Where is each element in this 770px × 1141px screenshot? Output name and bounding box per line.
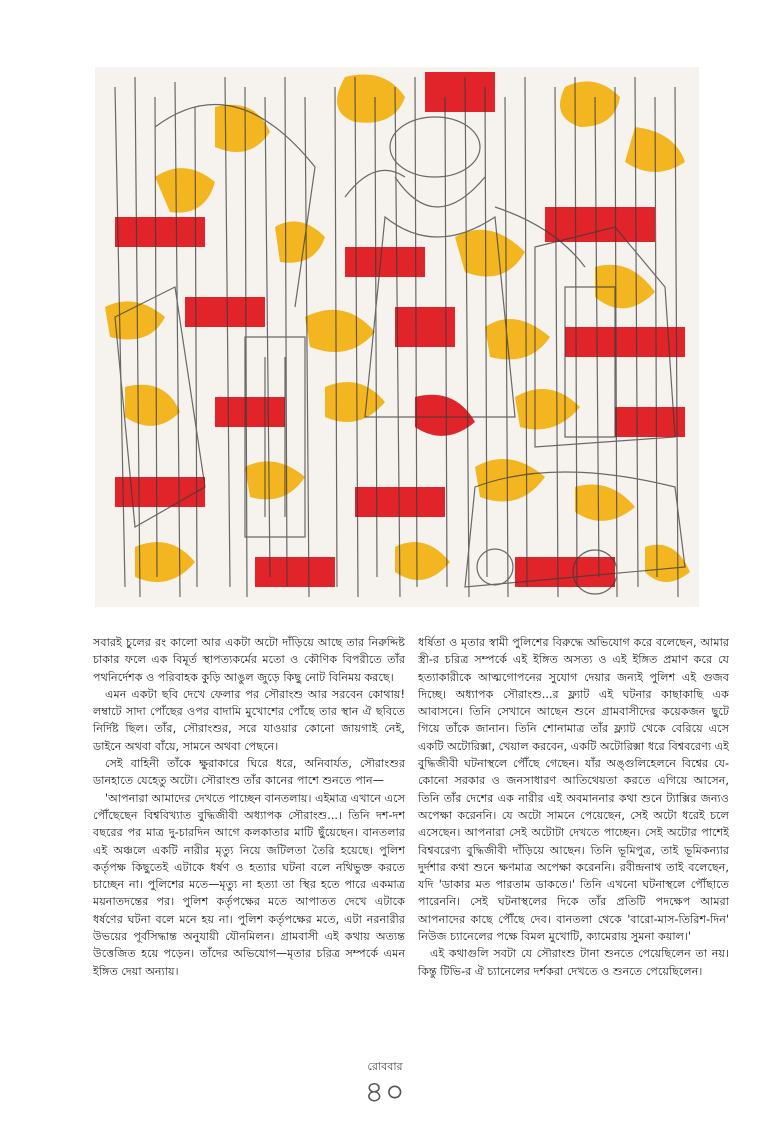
publication-name: রোববার <box>367 1060 403 1073</box>
paragraph: ধর্ষিতা ও মৃতার স্বামী পুলিশের বিরুদ্ধে অভিযোগ করে বলেছেন, আমার স্ত্রী-র চরিত্র সম্পর্কে এই ইঙ্গিত অসত্য ও এই ইঙ্গিত প্রমাণ করে যে হত্যাকারীকে আত্মগোপনের সুযোগ দেয়ার জন্যই পুলিশ এই গুজব দিচ্ছে। অধ্যাপক সৌরাংশু...র ফ্ল্যাট এই ঘটনার কাছাকাছি এক আবাসনে। তিনি সেখানে আছেন শুনে গ্রামবাসীদের কয়েকজন ছুটে গিয়ে তাঁকে জানান। তিনি শোনামাত্র তাঁর ফ্ল্যাট থেকে বেরিয়ে এসে একটি অটোরিক্সা, খেয়াল করবেন, একটি অটোরিক্সা ধরে বিশ্ববরেণ্য এই বুদ্ধিজীবী ঘটনাস্থলে পৌঁছে গেছেন। যাঁর অঙ্গুলিহেলনে বিশ্বের যে-কোনো সরকার ও জনসাধারণ আতিথেয়তা করতে এগিয়ে আসেন, তিনি তাঁর দেশের এক নারীর এই অবমাননার কথা শুনে ট্যাক্সির জন্যও অপেক্ষা করেননি। যে অটো সামনে পেয়েছেন, সেই অটো ধরেই চলে এসেছেন। আপনারা সেই অটোটা দেখতে পাচ্ছেন। সেই অটোর পাশেই বিশ্ববরেণ্য বুদ্ধিজীবী দাঁড়িয়ে আছেন। তিনি ভূমিপুত্র, তাই ভূমিকন্যার দুর্দশার কথা শুনে ক্ষণমাত্র অপেক্ষা করেননি। রবীন্দ্রনাথ তাই বলেছেন, যদি 'ডাকার মত পারতাম ডাকতে।' তিনি এখনো ঘটনাস্থলে পৌঁছাতে পারেননি। সেই ঘটনাস্থলের দিকে তাঁর প্রতিটি পদক্ষেপ আমরা আপনাদের কাছে পৌঁছে দেব। বানতলা থেকে 'বারো-মাস-তিরিশ-দিন' নিউজ চ্যানেলের পক্ষে বিমল মুখোটি, ক্যামেরায় সুমনা কয়াল।' <box>418 636 729 944</box>
page-number: ৪০ <box>364 1075 406 1110</box>
paragraph: এমন একটা ছবি দেখে ফেলার পর সৌরাংশু আর সরবেন কোথায়! লম্বাটে সাদা পোঁছের ওপর বাদামি মুখোশের পোঁছে তার স্থান ঐ ছবিতে নির্দিষ্ট ছিল। তাঁর, সৌরাংশুর, সরে যাওয়ার কোনো জায়গাই নেই, ডাইনে অথবা বাঁয়ে, সামনে অথবা পেছনে। <box>93 687 405 753</box>
paragraph: এই কথাগুলি সবটা যে সৌরাংশু টানা শুনতে পেয়েছিলেন তা নয়। কিন্তু টিভি-র ঐ চ্যানেলের দর্শকরা দেখতে ও শুনতে পেয়েছিলেন। <box>418 947 729 978</box>
article-column-left <box>93 634 405 980</box>
article-column-right <box>418 634 729 980</box>
paragraph: 'আপনারা আমাদের দেখতে পাচ্ছেন বানতলায়। এইমাত্র এখানে এসে পৌঁছেছেন বিশ্ববিখ্যাত বুদ্ধিজীবী অধ্যাপক সৌরাংশু...। তিনি দশ-দশ বছরের পর মাত্র দু-চারদিন আগে কলকাতার মাটি ছুঁয়েছেন। বানতলার এই অঞ্চলে একটি নারীর মৃত্যু নিয়ে জটিলতা তৈরি হয়েছে। পুলিশ কর্তৃপক্ষ কিছুতেই এটাকে ধর্ষণ ও হত্যার ঘটনা বলে নথিভুক্ত করতে চাচ্ছেন না। পুলিশের মতে—মৃত্যু না হত্যা তা স্থির হতে পারে একমাত্র ময়নাতদন্তের পর। পুলিশ কর্তৃপক্ষের মতে আপাতত দেখে এটাকে ধর্ষণের ঘটনা বলে মনে হয় না। পুলিশ কর্তৃপক্ষের মতে, এটা নরনারীর উভয়ের পূর্বসিদ্ধান্ত অনুযায়ী যৌনমিলন। গ্রামবাসী এই কথায় অত্যন্ত উত্তেজিত হয়ে পড়েন। তাঁদের অভিযোগ—মৃতার চরিত্র সম্পর্কে এমন ইঙ্গিত দেয়া অন্যায়। <box>93 791 405 978</box>
paragraph: সেই বাহিনী তাঁকে ক্ষুরাকারে ঘিরে ধরে, অনিবার্যত, সৌরাংশুর ডানহাতে যেহেতু অটো। সৌরাংশু তাঁর কানের পাশে শুনতে পান— <box>93 757 405 788</box>
illustration-canvas <box>95 67 699 607</box>
paragraph: সবারই চুলের রং কালো আর একটা অটো দাঁড়িয়ে আছে তার নিরুদ্দিষ্ট চাকার ফলে এক বিমূর্ত স্থাপত্যকর্মের মতো ও কৌণিক বিপরীতে তাঁর পথনির্দেশক ও পরিবাহক কুড়ি আঙুল জুড়ে কিছু নোট বিনিময় করছে। <box>93 636 405 684</box>
sketch-illustration <box>95 67 699 607</box>
